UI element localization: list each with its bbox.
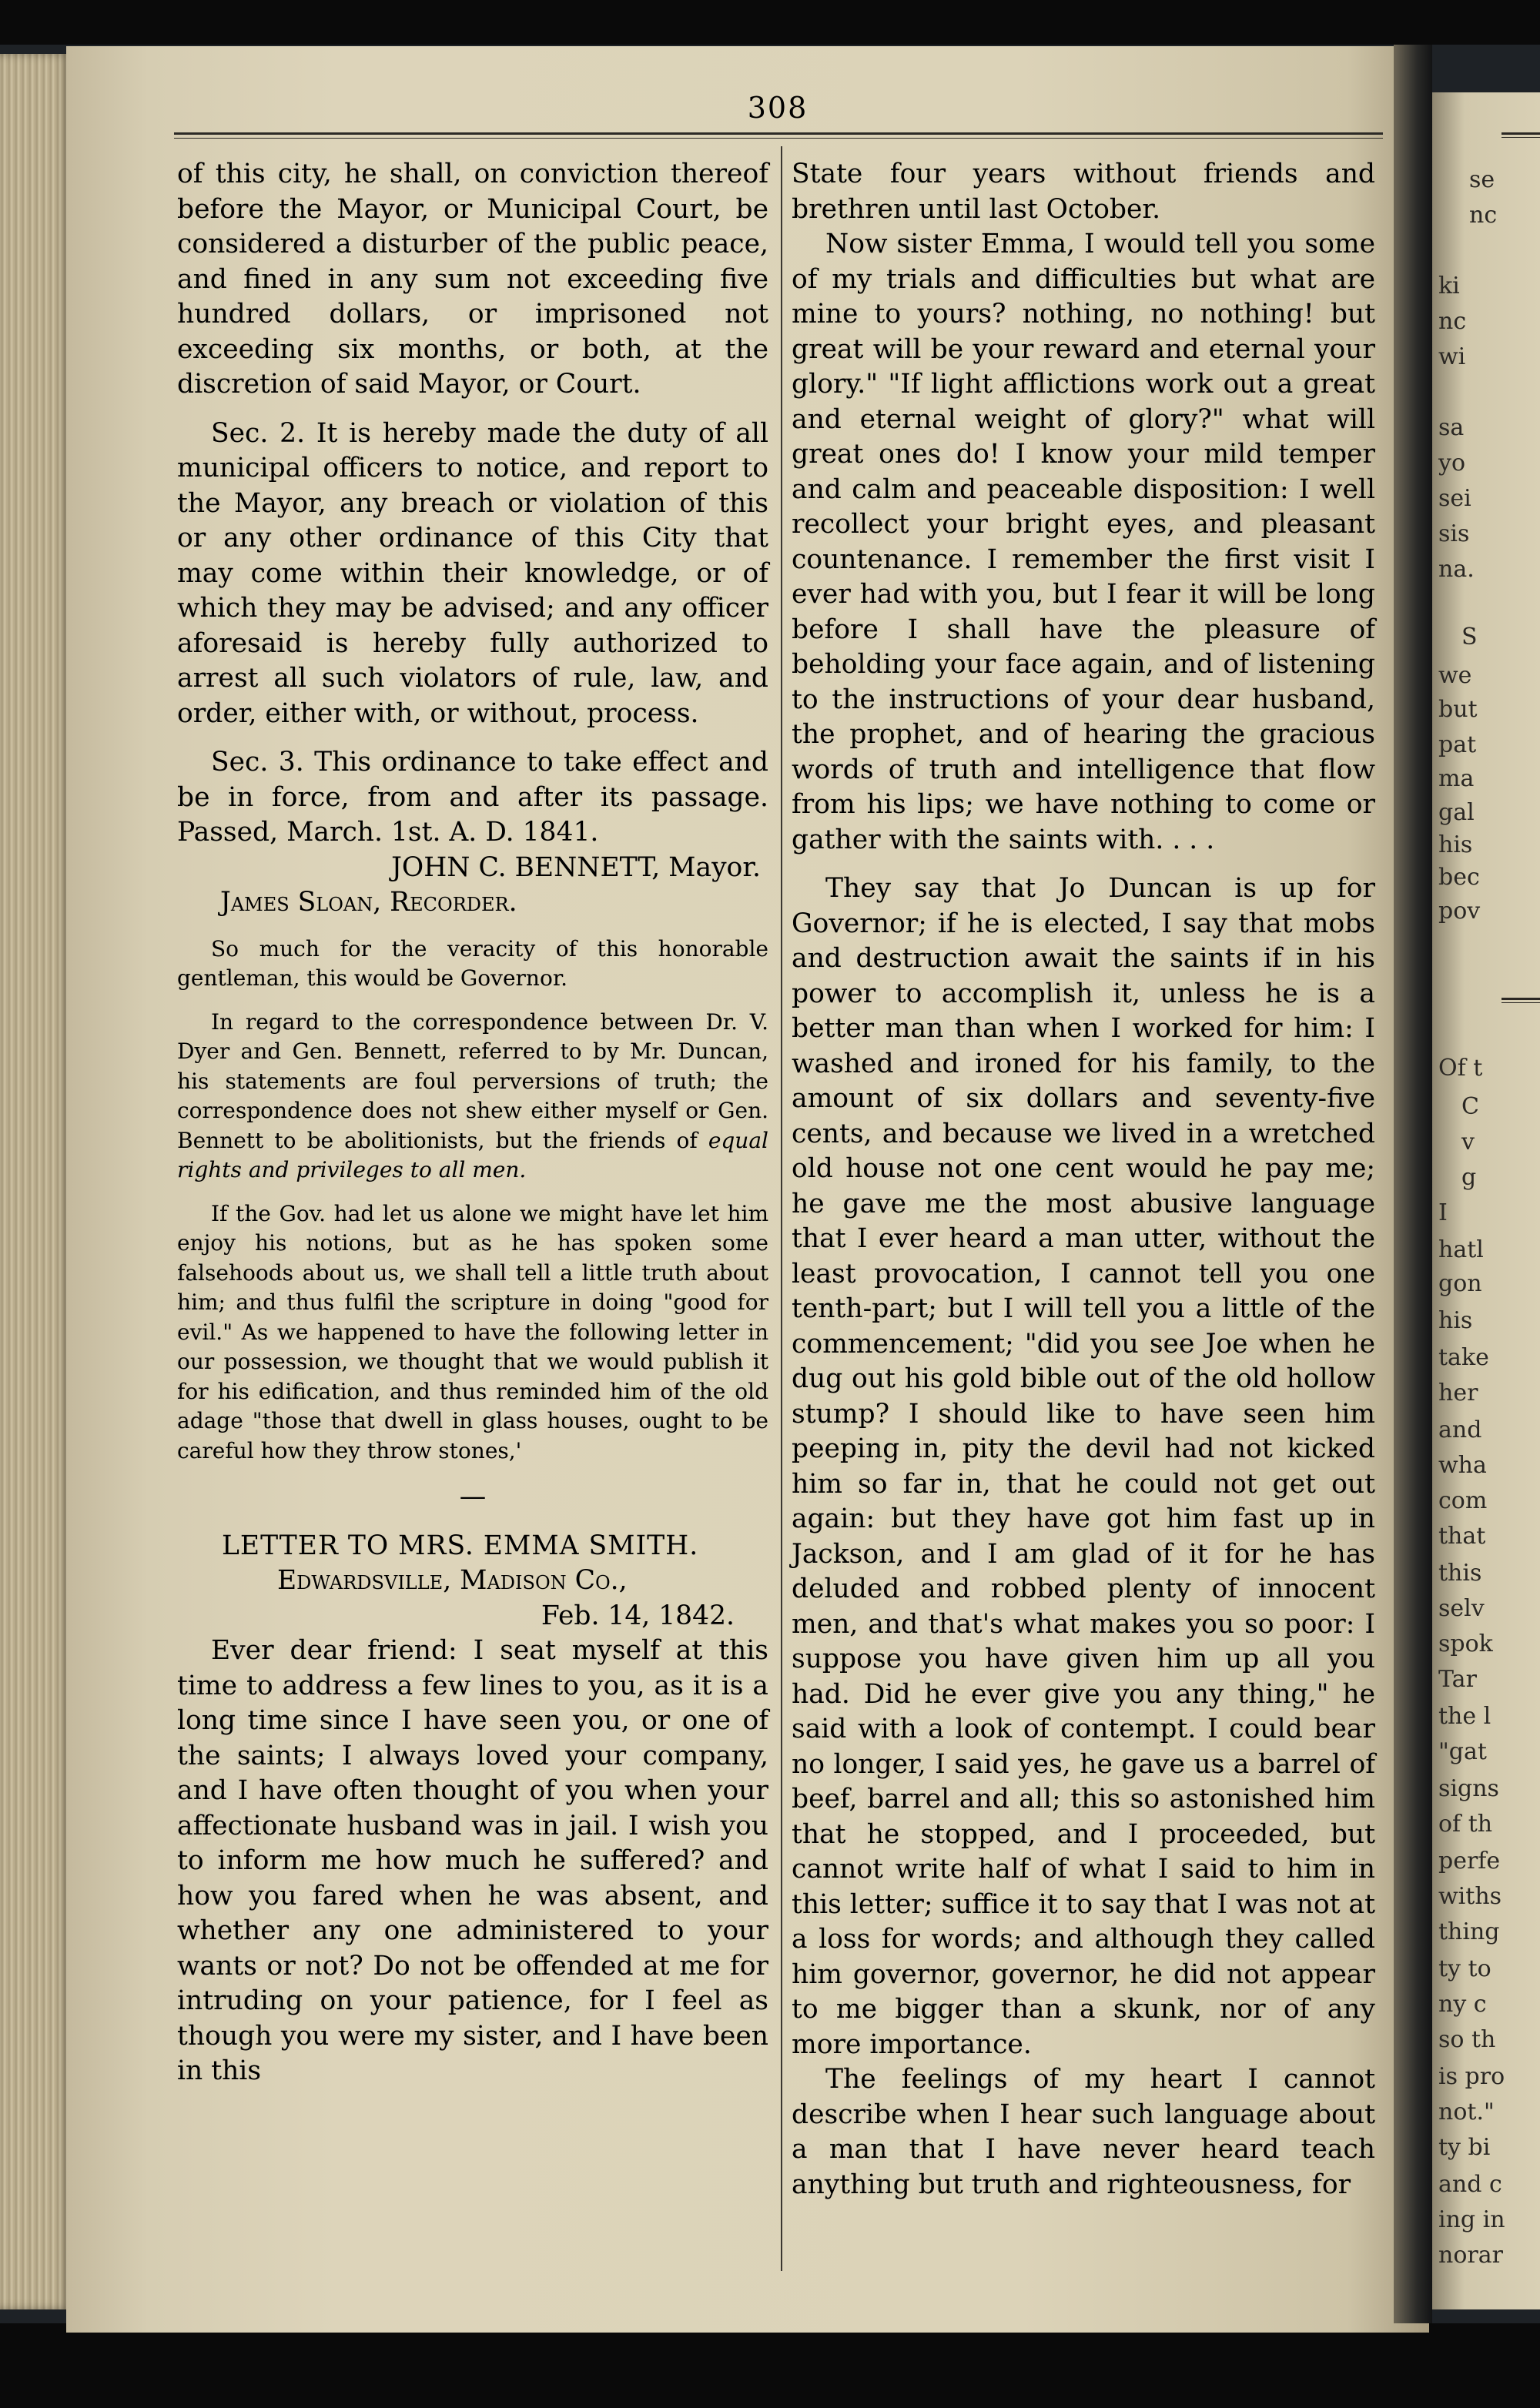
facing-page-fragment: S (1461, 624, 1478, 650)
editorial-note-veracity: So much for the veracity of this honorable gentleman, this would be Governor. (177, 935, 768, 991)
facing-page-fragment: wi (1438, 343, 1466, 370)
letter-paragraph-4: The feelings of my heart I cannot describe when I hear such language about a man that I have never heard teach anything but truth and righteousness, for (792, 2064, 1375, 2200)
column-divider (781, 146, 782, 2271)
facing-page-fragment: na. (1438, 556, 1475, 583)
facing-page-fragment: ki (1438, 273, 1460, 299)
facing-page-fragment: is pro (1438, 2063, 1505, 2090)
recorder-signature: James Sloan, Recorder. (220, 887, 517, 918)
facing-page-fragment: ty bi (1438, 2134, 1491, 2161)
letter-paragraph-2: Now sister Emma, I would tell you some of my trials and difficulties but what are mine to yours? nothing, no nothing! but great will be your reward and eternal your glory." "If light afflictions work out a great and eternal weight of glory?" what will great ones do! I know your mild temper and calm and peaceable disposition: I well recollect your bright eyes, and pleasant countenance. I remember the first visit I ever had with you, but I fear it will be long before I shall have the pleasure of beholding your face again, and of listening to the instructions of your dear husband, the prophet, and of hearing the gracious words of truth and intelligence that flow from his lips; we have nothing to come or gather with the saints with. . . . (792, 229, 1375, 855)
facing-page-fragment: nc (1438, 308, 1467, 335)
header-rule (174, 132, 1383, 139)
facing-page-rule-2 (1502, 998, 1540, 1003)
facing-page-fragment: signs (1438, 1775, 1499, 1802)
facing-page-fragment: g (1461, 1164, 1477, 1191)
facing-page-fragment: spok (1438, 1630, 1493, 1657)
mayor-signature: JOHN C. BENNETT, Mayor. (391, 851, 761, 883)
facing-page-rule (1502, 132, 1540, 138)
editorial-note-letter-intro: If the Gov. had let us alone we might have let him enjoy his notions, but as he has spoken some falsehoods about us, we shall tell a little truth about him; and thus fulfil the scripture in doing "good for evil." As we happened to have the following letter in our possession, we thought that we would publish it for his edification, and thus reminded him of the old adage "those that dwell in glass houses, ought to be careful how they throw stones,' (177, 1200, 768, 1463)
facing-page-fragment: ing in (1438, 2206, 1505, 2233)
facing-page-fragment: ty to (1438, 1955, 1491, 1982)
facing-page-fragment: pov (1438, 898, 1481, 925)
facing-page-fragment: we (1438, 662, 1472, 689)
facing-page-fragment: and (1438, 1416, 1482, 1443)
page-number: 308 (747, 91, 808, 125)
facing-page-fragment: v (1461, 1129, 1475, 1156)
facing-page-fragment: Of t (1438, 1055, 1483, 1082)
facing-page-fragment: of th (1438, 1811, 1493, 1838)
facing-page-fragment: sis (1438, 520, 1470, 547)
facing-page-fragment: ma (1438, 765, 1475, 792)
ordinance-end-paragraph: of this city, he shall, on conviction thereof before the Mayor, or Municipal Court, be considered a disturber of the public peace, and fined in any sum not exceeding five hundred dollars, or imprisoned not exceeding six months, or both, at the discretion of said Mayor, or Court. (177, 159, 768, 400)
section-dash: — (459, 1481, 487, 1512)
facing-page-fragment: gon (1438, 1270, 1482, 1297)
page-edges (0, 54, 71, 2309)
facing-page-fragment: take (1438, 1344, 1489, 1371)
facing-page-fragment: so th (1438, 2026, 1496, 2053)
facing-page-fragment: sa (1438, 414, 1465, 441)
facing-page-fragment: se (1469, 166, 1495, 193)
letter-date: Feb. 14, 1842. (541, 1600, 735, 1631)
section-3-paragraph: Sec. 3. This ordinance to take effect and be in force, from and after its passage. Passed, March. 1st. A. D. 1841. (177, 747, 768, 848)
facing-page-fragment: Tar (1438, 1666, 1477, 1693)
facing-page-fragment: perfe (1438, 1848, 1501, 1875)
facing-page-fragment: com (1438, 1487, 1488, 1514)
facing-page-fragment: his (1438, 831, 1473, 858)
facing-page-fragment: hatl (1438, 1236, 1484, 1263)
facing-page-fragment: pat (1438, 731, 1477, 758)
facing-page-fragment: wha (1438, 1452, 1487, 1479)
facing-page-fragment: sei (1438, 485, 1471, 512)
facing-page-fragment: norar (1438, 2242, 1503, 2269)
facing-page-fragment: the l (1438, 1703, 1491, 1730)
facing-page-fragment: nc (1469, 202, 1498, 229)
facing-page-fragment: C (1461, 1093, 1479, 1120)
facing-page-fragment: withs (1438, 1883, 1502, 1910)
facing-page-fragment: thing (1438, 1918, 1500, 1945)
facing-page-fragment: selv (1438, 1595, 1485, 1622)
book-gutter (1394, 45, 1432, 2323)
letter-continuation: State four years without friends and brethren until last October. (792, 159, 1375, 225)
facing-page-fragment: and c (1438, 2171, 1502, 2198)
facing-page-fragment: his (1438, 1307, 1473, 1334)
facing-page-fragment: bec (1438, 864, 1480, 891)
facing-page-fragment: gal (1438, 799, 1475, 826)
letter-paragraph-3: They say that Jo Duncan is up for Governor; if he is elected, I say that mobs and destruction await the saints if in his power to accomplish it, unless he is a better man than when I worked for him: I washed and ironed for his family, to the amount of six dollars and seventy-five cents, and because we lived in a wretched old house not one cent would he pay me; he gave me the most abusive language that I ever heard a man utter, without the least provocation, I cannot tell you one tenth-part; but I will tell you a little of the commencement; "did you see Joe when he dug out his gold bible out of the old hollow stump? I should like to have seen him peeping in, pity the devil had not kicked him so far in, that he could not get out again: but they have got him fast up in Jackson, and I am glad of it for he has deluded and robbed plenty of innocent men, and that's what makes you so poor: I suppose you have given him up all you had. Did he ever give you any thing," he said with a look of contempt. I could bear no longer, I said yes, he gave us a barrel of beef, barrel and all; this so astonished him that he stopped, and I proceeded, but cannot write half of what I said to him in this letter; suffice it to say that I was not at a loss for words; and although they called him governor, governor, he did not appear to me bigger than a skunk, nor of any more importance. (792, 873, 1375, 2060)
correspondence-text: In regard to the correspondence between Dr. V. Dyer and Gen. Bennett, referred to by Mr. Duncan, his statements are foul perversions of truth; the correspondence does not shew either myself or Gen. Bennett to be abolitionists, but the friends of (177, 1008, 768, 1153)
facing-page (1432, 92, 1540, 2309)
facing-page-fragment: yo (1438, 450, 1466, 477)
facing-page-fragment: this (1438, 1560, 1482, 1587)
editorial-note-correspondence (177, 1008, 768, 1186)
facing-page-fragment: "gat (1438, 1738, 1487, 1765)
facing-page-fragment: her (1438, 1380, 1478, 1406)
right-column (792, 157, 1375, 2202)
letter-heading: LETTER TO MRS. EMMA SMITH. (222, 1530, 699, 1561)
equal-rights-phrase: equal rights and privileges to all men. (177, 1127, 768, 1182)
letter-paragraph-1: Ever dear friend: I seat myself at this time to address a few lines to you, as it is a long time since I have seen you, or one of the saints; I always loved your company, and I have often thought of you when your affectionate husband was in jail. I wish you to inform me how much he suffered? and how you fared when he was absent, and whether any one administered to your wants or not? Do not be offended at me for intruding on your patience, for I feel as though you were my sister, and I have been in this (177, 1635, 768, 2086)
letter-place: Edwardsville, Madison Co., (277, 1565, 628, 1596)
facing-page-fragment: not." (1438, 2099, 1495, 2125)
facing-page-fragment: ny c (1438, 1991, 1487, 2018)
left-column (177, 157, 768, 2089)
section-2-paragraph: Sec. 2. It is hereby made the duty of all municipal officers to notice, and report to the Mayor, any breach or violation of this or any other ordinance of this City that may come within their knowledge, or of which they may be advised; and any officer aforesaid is hereby fully authorized to arrest all such violators of rule, law, and order, either with, or without, process. (177, 417, 768, 729)
facing-page-fragment: that (1438, 1523, 1486, 1550)
facing-page-fragment: I (1438, 1199, 1448, 1226)
facing-page-fragment: but (1438, 696, 1478, 723)
